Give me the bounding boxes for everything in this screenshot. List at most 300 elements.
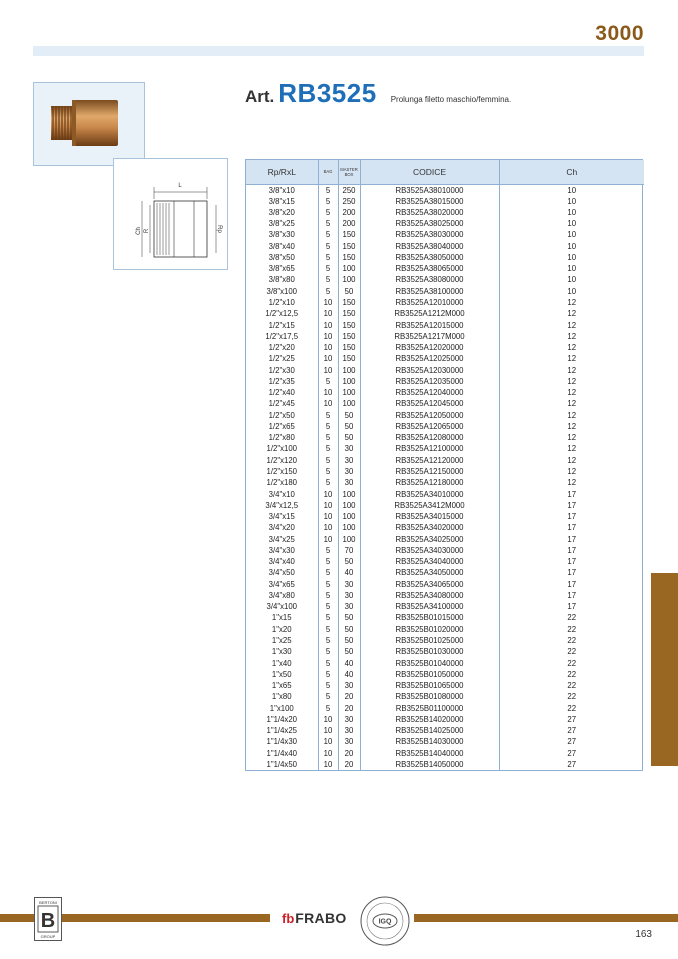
cell-ch: 10 <box>567 196 577 206</box>
cell-size: 3/4"x50 <box>246 567 318 578</box>
cell-bag: 5 <box>318 229 338 240</box>
table-row <box>246 331 644 342</box>
cell-master-box: 200 <box>338 218 360 229</box>
cell-code: RB3525A12030000 <box>360 364 499 375</box>
cell-size: 1/2"x30 <box>246 364 318 375</box>
table-row <box>246 545 644 556</box>
cell-bag: 5 <box>318 455 338 466</box>
cell-size: 3/4"x65 <box>246 579 318 590</box>
cell-master-box: 150 <box>338 297 360 308</box>
cell-bag: 5 <box>318 218 338 229</box>
cell-bag: 5 <box>318 567 338 578</box>
cell-ch: 12 <box>567 343 577 353</box>
table-row <box>246 376 644 387</box>
table-row <box>246 184 644 196</box>
cell-code: RB3525A34020000 <box>360 522 499 533</box>
cell-code: RB3525B01080000 <box>360 691 499 702</box>
cell-master-box: 20 <box>338 759 360 770</box>
cell-bag: 5 <box>318 274 338 285</box>
cell-ch: 12 <box>567 388 577 398</box>
cell-master-box: 150 <box>338 342 360 353</box>
table-row <box>246 612 644 623</box>
cell-master-box: 40 <box>338 567 360 578</box>
cell-ch: 22 <box>567 681 577 691</box>
cell-code: RB3525A12050000 <box>360 410 499 421</box>
cell-ch: 27 <box>567 714 577 724</box>
table-row <box>246 421 644 432</box>
table-row <box>246 725 644 736</box>
cell-ch: 10 <box>567 275 577 285</box>
bertoni-logo-bottom: GROUP <box>40 934 56 939</box>
cell-ch: 12 <box>567 354 577 364</box>
cell-size: 3/4"x100 <box>246 601 318 612</box>
cell-bag: 5 <box>318 263 338 274</box>
cell-ch: 10 <box>567 185 577 195</box>
cell-size: 3/8"x80 <box>246 274 318 285</box>
cell-ch: 27 <box>567 748 577 758</box>
table-row <box>246 432 644 443</box>
cell-ch: 12 <box>567 309 577 319</box>
cell-code: RB3525A12065000 <box>360 421 499 432</box>
cell-master-box: 50 <box>338 286 360 297</box>
cell-ch: 12 <box>567 365 577 375</box>
cell-size: 1/2"x50 <box>246 410 318 421</box>
cell-master-box: 200 <box>338 207 360 218</box>
cell-master-box: 100 <box>338 263 360 274</box>
cell-code: RB3525B14030000 <box>360 736 499 747</box>
cell-code: RB3525A34010000 <box>360 488 499 499</box>
table-row <box>246 477 644 488</box>
cell-master-box: 100 <box>338 511 360 522</box>
cell-size: 3/8"x15 <box>246 196 318 207</box>
cell-code: RB3525A34040000 <box>360 556 499 567</box>
cell-master-box: 250 <box>338 196 360 207</box>
table-header-row <box>246 160 644 184</box>
table-row <box>246 669 644 680</box>
cell-bag: 5 <box>318 624 338 635</box>
product-table <box>245 159 643 771</box>
table-row <box>246 274 644 285</box>
cell-bag: 10 <box>318 308 338 319</box>
cell-size: 1"1/4x40 <box>246 748 318 759</box>
cell-bag: 5 <box>318 590 338 601</box>
cell-master-box: 100 <box>338 398 360 409</box>
cell-size: 1/2"x100 <box>246 443 318 454</box>
cell-ch: 17 <box>567 534 577 544</box>
cell-code: RB3525A12120000 <box>360 455 499 466</box>
cell-ch: 17 <box>567 489 577 499</box>
brass-fitting-image <box>34 83 146 167</box>
section-side-tab <box>651 573 678 766</box>
cell-master-box: 50 <box>338 635 360 646</box>
cell-code: RB3525A38040000 <box>360 241 499 252</box>
cell-ch: 12 <box>567 433 577 443</box>
cell-size: 3/8"x65 <box>246 263 318 274</box>
cell-ch: 12 <box>567 320 577 330</box>
cell-code: RB3525B01100000 <box>360 702 499 713</box>
table-row <box>246 263 644 274</box>
cell-size: 1"x65 <box>246 680 318 691</box>
cell-master-box: 50 <box>338 612 360 623</box>
cell-code: RB3525A34050000 <box>360 567 499 578</box>
cell-code: RB3525A12015000 <box>360 319 499 330</box>
table-row <box>246 657 644 668</box>
cell-size: 3/4"x25 <box>246 533 318 544</box>
table-row <box>246 410 644 421</box>
cell-ch: 10 <box>567 219 577 229</box>
cell-ch: 22 <box>567 647 577 657</box>
cell-code: RB3525A12045000 <box>360 398 499 409</box>
table-row <box>246 702 644 713</box>
cell-size: 1"x40 <box>246 657 318 668</box>
table-row <box>246 511 644 522</box>
cell-bag: 10 <box>318 500 338 511</box>
cell-master-box: 30 <box>338 714 360 725</box>
cell-bag: 10 <box>318 342 338 353</box>
cell-bag: 5 <box>318 545 338 556</box>
cell-code: RB3525A38100000 <box>360 286 499 297</box>
cell-bag: 5 <box>318 252 338 263</box>
cell-code: RB3525A38080000 <box>360 274 499 285</box>
cell-bag: 10 <box>318 736 338 747</box>
cell-bag: 5 <box>318 184 338 196</box>
cell-ch: 27 <box>567 737 577 747</box>
cell-master-box: 150 <box>338 331 360 342</box>
cell-ch: 17 <box>567 590 577 600</box>
technical-drawing <box>113 158 228 270</box>
cell-bag: 5 <box>318 680 338 691</box>
table-row <box>246 241 644 252</box>
cell-code: RB3525B01065000 <box>360 680 499 691</box>
cell-code: RB3525A34100000 <box>360 601 499 612</box>
label-rp: Rp <box>216 225 222 233</box>
cell-code: RB3525B01025000 <box>360 635 499 646</box>
cell-code: RB3525A34025000 <box>360 533 499 544</box>
cell-ch: 17 <box>567 500 577 510</box>
cell-master-box: 100 <box>338 500 360 511</box>
table-row <box>246 466 644 477</box>
cell-size: 1/2"x150 <box>246 466 318 477</box>
cell-code: RB3525A38010000 <box>360 184 499 196</box>
cell-bag: 5 <box>318 657 338 668</box>
cell-bag: 5 <box>318 207 338 218</box>
cell-size: 1/2"x180 <box>246 477 318 488</box>
cell-ch: 12 <box>567 455 577 465</box>
cell-master-box: 30 <box>338 579 360 590</box>
cell-code: RB3525A34015000 <box>360 511 499 522</box>
cell-master-box: 150 <box>338 353 360 364</box>
cell-master-box: 100 <box>338 533 360 544</box>
product-photo <box>33 82 145 166</box>
table-row <box>246 579 644 590</box>
cell-size: 1"x30 <box>246 646 318 657</box>
cell-bag: 10 <box>318 748 338 759</box>
table-row <box>246 319 644 330</box>
cell-ch: 10 <box>567 252 577 262</box>
cell-bag: 5 <box>318 646 338 657</box>
cell-master-box: 30 <box>338 680 360 691</box>
cell-ch: 12 <box>567 478 577 488</box>
cell-code: RB3525A38025000 <box>360 218 499 229</box>
cell-ch: 17 <box>567 602 577 612</box>
cell-bag: 5 <box>318 702 338 713</box>
bertoni-logo-top: BERTONI <box>39 900 57 905</box>
cell-size: 3/8"x10 <box>246 184 318 196</box>
cell-size: 1/2"x80 <box>246 432 318 443</box>
table-row <box>246 308 644 319</box>
label-l: L <box>178 183 182 189</box>
cell-master-box: 20 <box>338 691 360 702</box>
cell-size: 3/8"x25 <box>246 218 318 229</box>
article-title <box>245 78 511 109</box>
cell-master-box: 100 <box>338 364 360 375</box>
cell-bag: 10 <box>318 714 338 725</box>
cell-size: 1/2"x12,5 <box>246 308 318 319</box>
cell-master-box: 150 <box>338 241 360 252</box>
cell-bag: 5 <box>318 432 338 443</box>
cell-code: RB3525A38065000 <box>360 263 499 274</box>
table-row <box>246 398 644 409</box>
cell-bag: 10 <box>318 511 338 522</box>
cell-size: 1/2"x25 <box>246 353 318 364</box>
cell-size: 3/8"x30 <box>246 229 318 240</box>
table-row <box>246 590 644 601</box>
cell-size: 1"x25 <box>246 635 318 646</box>
cell-ch: 22 <box>567 613 577 623</box>
cell-size: 1/2"x40 <box>246 387 318 398</box>
table-row <box>246 500 644 511</box>
cell-master-box: 50 <box>338 646 360 657</box>
cell-code: RB3525B14025000 <box>360 725 499 736</box>
cell-code: RB3525B14050000 <box>360 759 499 770</box>
table-row <box>246 353 644 364</box>
cell-ch: 10 <box>567 286 577 296</box>
cell-size: 1/2"x35 <box>246 376 318 387</box>
cell-bag: 5 <box>318 579 338 590</box>
cell-size: 1"x20 <box>246 624 318 635</box>
cell-size: 3/4"x10 <box>246 488 318 499</box>
cell-bag: 5 <box>318 443 338 454</box>
cell-master-box: 20 <box>338 748 360 759</box>
cell-size: 3/4"x15 <box>246 511 318 522</box>
cell-master-box: 100 <box>338 387 360 398</box>
table-row <box>246 714 644 725</box>
cell-bag: 5 <box>318 376 338 387</box>
cell-code: RB3525A38030000 <box>360 229 499 240</box>
cell-ch: 10 <box>567 230 577 240</box>
cell-code: RB3525A12150000 <box>360 466 499 477</box>
cell-code: RB3525A38015000 <box>360 196 499 207</box>
table-row <box>246 229 644 240</box>
table-row <box>246 387 644 398</box>
cell-ch: 10 <box>567 264 577 274</box>
cell-code: RB3525A12020000 <box>360 342 499 353</box>
cell-bag: 5 <box>318 286 338 297</box>
cell-master-box: 150 <box>338 229 360 240</box>
cell-master-box: 150 <box>338 319 360 330</box>
article-description: Prolunga filetto maschio/femmina. <box>390 95 512 104</box>
cell-size: 1"1/4x30 <box>246 736 318 747</box>
cell-size: 3/8"x20 <box>246 207 318 218</box>
table-row <box>246 207 644 218</box>
cell-code: RB3525A12100000 <box>360 443 499 454</box>
cell-size: 1/2"x20 <box>246 342 318 353</box>
table-row <box>246 567 644 578</box>
cell-master-box: 30 <box>338 725 360 736</box>
cell-bag: 10 <box>318 533 338 544</box>
cell-ch: 22 <box>567 624 577 634</box>
label-r: R <box>144 228 150 234</box>
cell-size: 3/4"x20 <box>246 522 318 533</box>
table-row <box>246 601 644 612</box>
cell-ch: 22 <box>567 669 577 679</box>
footer-line-right <box>414 914 678 922</box>
cell-ch: 12 <box>567 399 577 409</box>
cell-bag: 10 <box>318 488 338 499</box>
cell-ch: 12 <box>567 376 577 386</box>
cell-size: 1/2"x120 <box>246 455 318 466</box>
cell-code: RB3525B14040000 <box>360 748 499 759</box>
table-row <box>246 635 644 646</box>
cell-bag: 10 <box>318 387 338 398</box>
cell-code: RB3525A1212M000 <box>360 308 499 319</box>
cell-ch: 10 <box>567 241 577 251</box>
cell-ch: 27 <box>567 726 577 736</box>
cell-ch: 12 <box>567 444 577 454</box>
cell-bag: 5 <box>318 196 338 207</box>
cell-bag: 5 <box>318 477 338 488</box>
cell-code: RB3525A38050000 <box>360 252 499 263</box>
header-band <box>33 46 644 56</box>
cell-master-box: 150 <box>338 308 360 319</box>
cell-ch: 17 <box>567 545 577 555</box>
cell-master-box: 30 <box>338 477 360 488</box>
page-number: 163 <box>635 929 652 940</box>
cell-ch: 12 <box>567 410 577 420</box>
cell-master-box: 30 <box>338 736 360 747</box>
cell-code: RB3525A3412M000 <box>360 500 499 511</box>
cell-size: 3/4"x30 <box>246 545 318 556</box>
cell-ch: 12 <box>567 421 577 431</box>
header-master-line2: BOX <box>344 171 354 177</box>
cell-bag: 5 <box>318 691 338 702</box>
cell-ch: 12 <box>567 298 577 308</box>
cell-bag: 5 <box>318 669 338 680</box>
table-row <box>246 252 644 263</box>
cell-bag: 5 <box>318 241 338 252</box>
header-size: Rp/RxL <box>246 160 318 184</box>
cell-code: RB3525B14020000 <box>360 714 499 725</box>
cell-code: RB3525B01030000 <box>360 646 499 657</box>
cell-size: 1/2"x15 <box>246 319 318 330</box>
table-row <box>246 533 644 544</box>
cell-ch: 17 <box>567 512 577 522</box>
cell-ch: 12 <box>567 331 577 341</box>
cell-size: 3/8"x40 <box>246 241 318 252</box>
cell-size: 3/4"x12,5 <box>246 500 318 511</box>
cell-code: RB3525A12180000 <box>360 477 499 488</box>
table-row <box>246 691 644 702</box>
cell-ch: 22 <box>567 658 577 668</box>
label-ch: Ch <box>136 227 142 235</box>
table-row <box>246 455 644 466</box>
cell-size: 1/2"x65 <box>246 421 318 432</box>
cell-size: 3/8"x50 <box>246 252 318 263</box>
cell-code: RB3525A12010000 <box>360 297 499 308</box>
table-row <box>246 297 644 308</box>
cell-master-box: 50 <box>338 421 360 432</box>
cell-master-box: 70 <box>338 545 360 556</box>
cell-code: RB3525A12080000 <box>360 432 499 443</box>
cell-master-box: 100 <box>338 376 360 387</box>
article-prefix: Art. <box>245 87 275 106</box>
table-row <box>246 680 644 691</box>
table-row <box>246 522 644 533</box>
cell-code: RB3525B01015000 <box>360 612 499 623</box>
cell-ch: 22 <box>567 635 577 645</box>
cell-bag: 10 <box>318 398 338 409</box>
cell-ch: 27 <box>567 759 577 769</box>
cell-master-box: 150 <box>338 252 360 263</box>
table-row <box>246 443 644 454</box>
quality-certification-seal <box>359 895 411 947</box>
cell-bag: 5 <box>318 635 338 646</box>
cell-ch: 12 <box>567 467 577 476</box>
cell-code: RB3525B01050000 <box>360 669 499 680</box>
cell-size: 1"x80 <box>246 691 318 702</box>
cell-bag: 10 <box>318 364 338 375</box>
cell-master-box: 50 <box>338 410 360 421</box>
header-ch: Ch <box>499 160 644 184</box>
cell-size: 1/2"x10 <box>246 297 318 308</box>
cell-ch: 17 <box>567 523 577 533</box>
table-row <box>246 759 644 770</box>
cell-code: RB3525A38020000 <box>360 207 499 218</box>
cell-master-box: 20 <box>338 702 360 713</box>
cell-size: 1/2"x45 <box>246 398 318 409</box>
table-row <box>246 218 644 229</box>
cell-bag: 5 <box>318 410 338 421</box>
section-number: 3000 <box>595 22 644 45</box>
bertoni-group-logo <box>34 897 62 941</box>
cell-bag: 10 <box>318 725 338 736</box>
cell-bag: 5 <box>318 612 338 623</box>
cell-bag: 5 <box>318 556 338 567</box>
cell-ch: 22 <box>567 703 577 713</box>
cell-code: RB3525A34065000 <box>360 579 499 590</box>
cell-size: 1"1/4x50 <box>246 759 318 770</box>
cell-master-box: 100 <box>338 522 360 533</box>
cell-ch: 17 <box>567 579 577 589</box>
table-row <box>246 736 644 747</box>
cell-bag: 10 <box>318 522 338 533</box>
cell-master-box: 30 <box>338 601 360 612</box>
cell-size: 1"1/4x25 <box>246 725 318 736</box>
cell-ch: 17 <box>567 557 577 567</box>
cell-master-box: 100 <box>338 488 360 499</box>
cell-master-box: 100 <box>338 274 360 285</box>
cell-bag: 10 <box>318 759 338 770</box>
frabo-mark: fb <box>282 910 295 926</box>
cell-size: 1/2"x17,5 <box>246 331 318 342</box>
header-master-box <box>338 160 360 184</box>
cell-bag: 10 <box>318 353 338 364</box>
cell-code: RB3525A12040000 <box>360 387 499 398</box>
cell-master-box: 40 <box>338 669 360 680</box>
cell-code: RB3525A34080000 <box>360 590 499 601</box>
cell-code: RB3525A12035000 <box>360 376 499 387</box>
seal-text: IGQ <box>378 918 392 926</box>
